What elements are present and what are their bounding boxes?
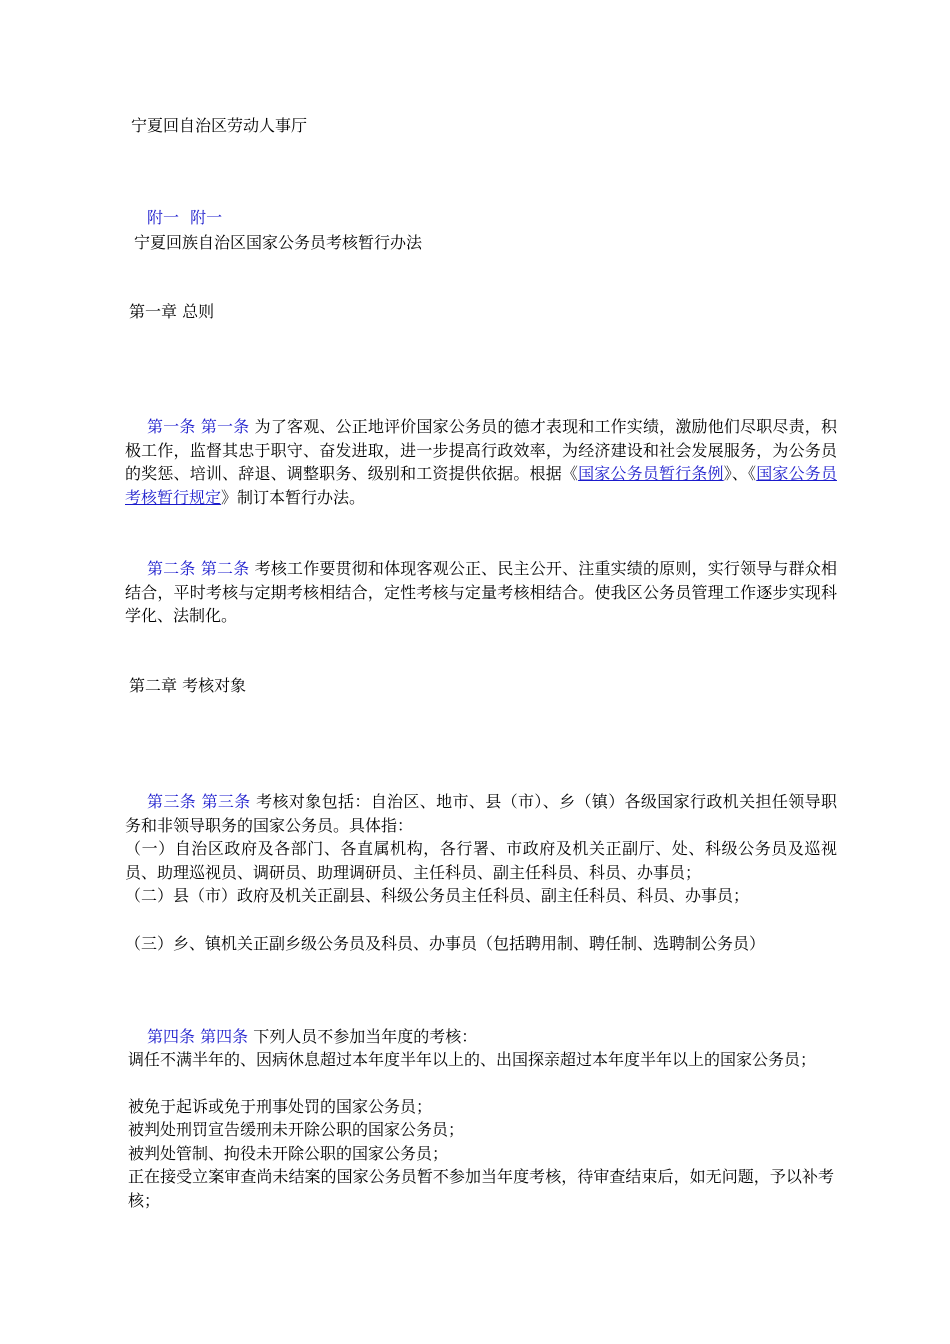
article1-text3: 》制订本暂行办法。 xyxy=(221,487,366,507)
article4-item: 被免于起诉或免于刑事处罚的国家公务员； xyxy=(128,1097,433,1116)
article4-link-b[interactable]: 第四条 xyxy=(200,1027,249,1046)
article2-link-a[interactable]: 第二条 xyxy=(147,559,196,578)
attachment-label-line xyxy=(147,206,222,230)
article2-paragraph xyxy=(125,557,837,628)
article4-text: 下列人员不参加当年度的考核： xyxy=(253,1027,478,1046)
article3-item-3: （三）乡、镇机关正副乡级公务员及科员、办事员（包括聘用制、聘任制、选聘制公务员） xyxy=(125,934,766,953)
attachment-link-b[interactable]: 附一 xyxy=(190,208,223,227)
article3-link-a[interactable]: 第三条 xyxy=(147,792,197,811)
article4-item: 被判处刑罚宣告缓刑未开除公职的国家公务员； xyxy=(128,1120,465,1139)
issuer-line: 宁夏回自治区劳动人事厅 xyxy=(131,116,308,135)
article4-item: 调任不满半年的、因病休息超过本年度半年以上的、出国探亲超过本年度半年以上的国家公务员； xyxy=(128,1050,817,1069)
article2-link-b[interactable]: 第二条 xyxy=(200,559,250,578)
article4-link-a[interactable]: 第四条 xyxy=(147,1027,196,1046)
article3-item-2: （二）县（市）政府及机关正副县、科级公务员主任科员、副主任科员、科员、办事员； xyxy=(125,886,750,905)
article3-text: 考核对象包括：自治区、地市、县（市）、乡（镇）各级国家行政机关担任领导职务和非领导职务的国家公务员。具体指： xyxy=(125,792,837,835)
article1-paragraph xyxy=(125,415,837,509)
chapter1-heading: 第一章 总则 xyxy=(129,302,215,321)
law-link-regulations[interactable]: 国家公务员暂行条例 xyxy=(578,464,724,483)
article1-link-b[interactable]: 第一条 xyxy=(200,417,250,436)
article3-link-b[interactable]: 第三条 xyxy=(201,792,251,811)
law-link-assessment-rules[interactable]: 国家公务员考核暂行规定 xyxy=(125,464,837,507)
article1-text1: 为了客观、公正地评价国家公务员的德才表现和工作实绩，激励他们尽职尽责，积极工作，监督其忠于职守、奋发进取，进一步提高行政效率，为经济建设和社会发展服务，为公务员的奖惩、培训、辞退、调整职务、级别和工资提供依据。根据《 xyxy=(125,417,837,483)
article1-text2: 》、《 xyxy=(723,464,757,483)
attachment-link-a[interactable]: 附一 xyxy=(147,208,180,227)
document-title: 宁夏回族自治区国家公务员考核暂行办法 xyxy=(134,233,423,252)
chapter2-heading: 第二章 考核对象 xyxy=(129,676,247,695)
article4-paragraph xyxy=(125,1025,837,1049)
article2-text: 考核工作要贯彻和体现客观公正、民主公开、注重实绩的原则，实行领导与群众相结合，平时考核与定期考核相结合，定性考核与定量考核相结合。使我区公务员管理工作逐步实现科学化、法制化。 xyxy=(125,559,837,625)
article3-paragraph xyxy=(125,790,837,837)
article4-item: 正在接受立案审查尚未结案的国家公务员暂不参加当年度考核，待审查结束后，如无问题，予以补考核； xyxy=(128,1167,834,1210)
article4-item: 被判处管制、拘役未开除公职的国家公务员； xyxy=(128,1144,449,1163)
article1-link-a[interactable]: 第一条 xyxy=(147,417,196,436)
article3-item-1: （一）自治区政府及各部门、各直属机构，各行署、市政府及机关正副厅、处、科级公务员及巡视员、助理巡视员、调研员、助理调研员、主任科员、副主任科员、科员、办事员； xyxy=(125,839,837,882)
